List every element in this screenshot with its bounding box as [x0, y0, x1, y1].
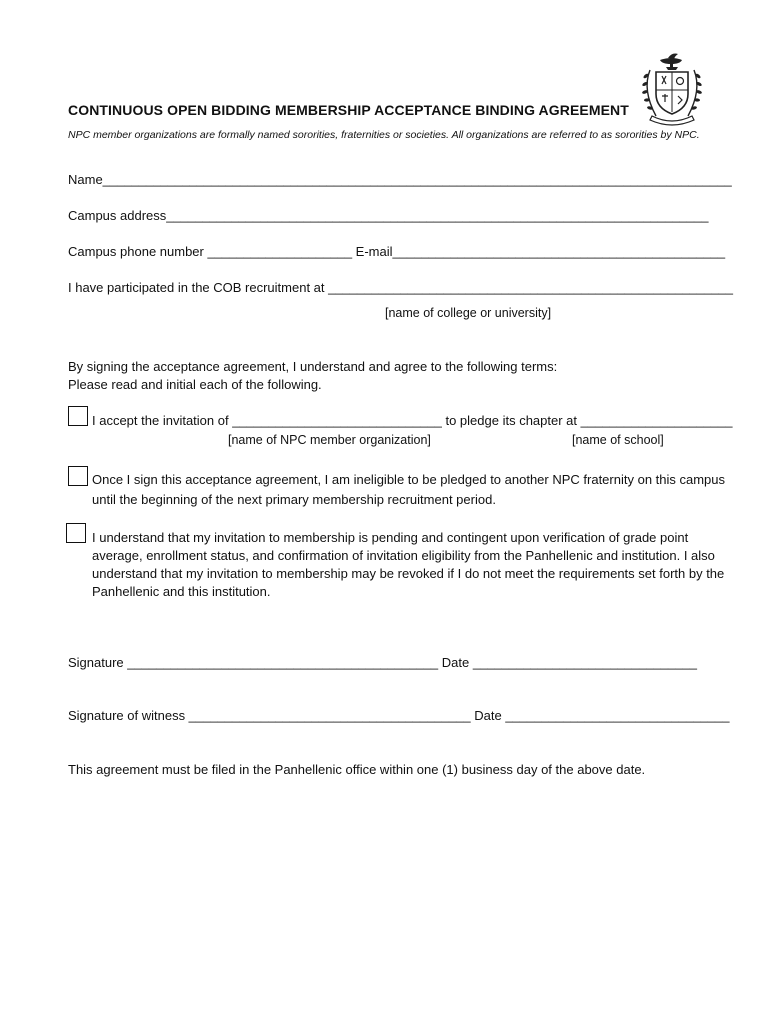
intro-line-2: Please read and initial each of the following.: [68, 377, 322, 392]
cob-recruitment-field[interactable]: I have participated in the COB recruitment at ________________________________________________________: [68, 280, 734, 295]
initial-box-2[interactable]: [68, 466, 88, 486]
term-3-line-3: understand that my invitation to membership may be revoked if I do not meet the requirements set forth by the: [92, 566, 725, 581]
witness-signature-date-field[interactable]: Signature of witness _______________________________________ Date _______________________________: [68, 708, 730, 723]
term-2-line-2: until the beginning of the next primary membership recruitment period.: [92, 492, 496, 507]
term-1-org-caption: [name of NPC member organization]: [228, 433, 431, 447]
term-1-school-caption: [name of school]: [572, 433, 664, 447]
term-3-line-4: Panhellenic and this institution.: [92, 584, 271, 599]
signature-date-field[interactable]: Signature ___________________________________________ Date _______________________________: [68, 655, 697, 670]
campus-phone-email-field[interactable]: Campus phone number ____________________ E-mail______________________________________________: [68, 244, 726, 259]
initial-box-1[interactable]: [68, 406, 88, 426]
document-title: CONTINUOUS OPEN BIDDING MEMBERSHIP ACCEPTANCE BINDING AGREEMENT: [68, 102, 629, 118]
campus-address-field[interactable]: Campus address___________________________________________________________________________: [68, 208, 709, 223]
term-1-text: I accept the invitation of _____________________________ to pledge its chapter at _____________________: [92, 413, 733, 428]
term-3-line-1: I understand that my invitation to membership is pending and contingent upon verification of grade point: [92, 530, 689, 545]
term-3-line-2: average, enrollment status, and confirmation of invitation eligibility from the Panhellenic and institution. I also: [92, 548, 715, 563]
name-field[interactable]: Name_______________________________________________________________________________________: [68, 172, 732, 187]
college-caption: [name of college or university]: [385, 306, 552, 320]
npc-crest-icon: [638, 46, 706, 126]
document-subtitle: NPC member organizations are formally named sororities, fraternities or societies. All organizations are referred to as sororities by NPC.: [68, 129, 700, 141]
term-2-line-1: Once I sign this acceptance agreement, I am ineligible to be pledged to another NPC fraternity on this campus: [92, 472, 726, 487]
filing-note: This agreement must be filed in the Panhellenic office within one (1) business day of the above date.: [68, 762, 646, 777]
intro-line-1: By signing the acceptance agreement, I understand and agree to the following terms:: [68, 359, 558, 374]
initial-box-3[interactable]: [66, 523, 86, 543]
